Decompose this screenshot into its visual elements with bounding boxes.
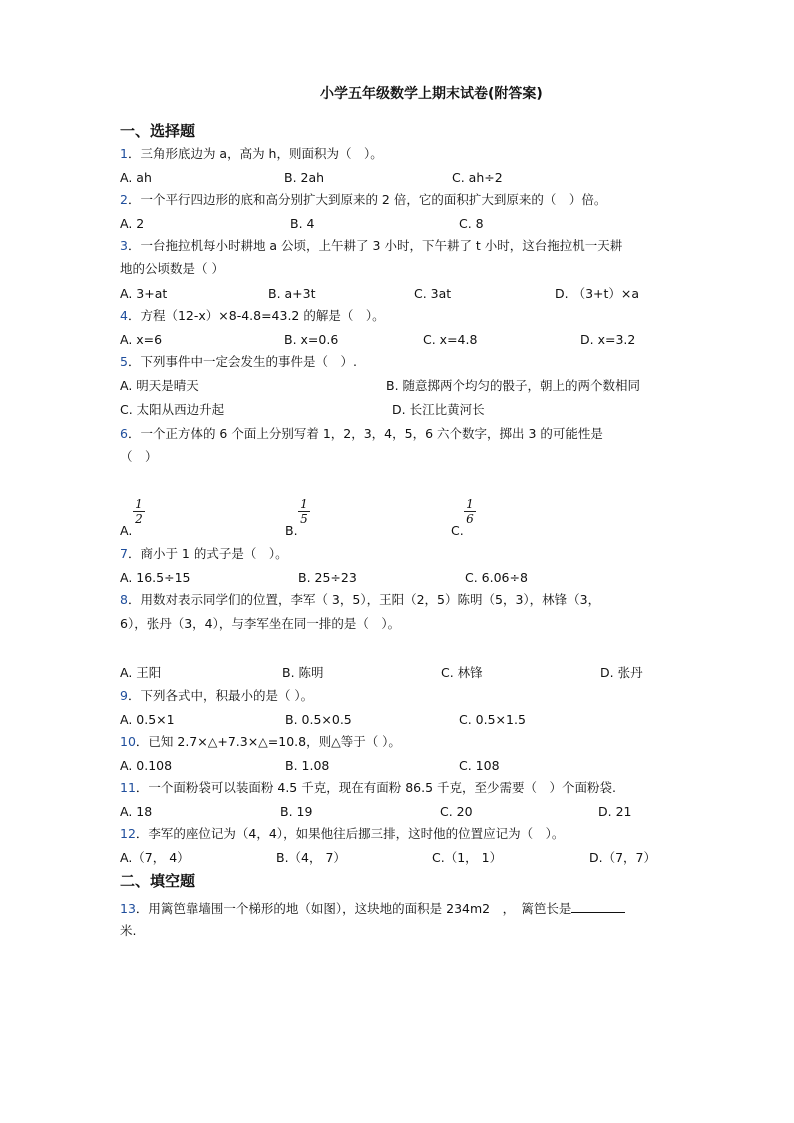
section-heading-choice: 一、选择题 xyxy=(120,122,196,140)
fraction-1-6 xyxy=(463,498,477,525)
option-7a: A. 16.5÷15 xyxy=(120,570,191,585)
option-5b: B. 随意掷两个均匀的骰子，朝上的两个数相同 xyxy=(386,378,641,393)
section-heading-fill: 二、填空题 xyxy=(120,872,196,890)
question-text: ．一个平行四边形的底和高分别扩大到原来的 2 倍，它的面积扩大到原来的（ ）倍。 xyxy=(127,192,607,207)
question-text: ．用篱笆靠墙围一个梯形的地（如图），这块地的面积是 234m2 ， 篱笆长是 xyxy=(135,901,572,916)
question-11 xyxy=(120,780,616,796)
question-13 xyxy=(120,900,625,917)
question-text: ．李军的座位记为（4，4），如果他往后挪三排，这时他的位置应记为（ ）。 xyxy=(135,826,565,841)
question-number: 4 xyxy=(120,308,128,323)
option-5c: C. 太阳从西边升起 xyxy=(120,402,225,417)
option-7b: B. 25÷23 xyxy=(298,570,357,585)
option-5d: D. 长江比黄河长 xyxy=(392,402,485,417)
option-11c: C. 20 xyxy=(440,804,473,819)
question-text: ．用数对表示同学们的位置，李军（ 3，5），王阳（2，5）陈明（5，3），林锋（3， xyxy=(127,592,601,607)
question-number: 10 xyxy=(120,734,136,749)
question-6 xyxy=(120,426,603,442)
option-4d: D. x=3.2 xyxy=(580,332,636,347)
question-number: 1 xyxy=(120,146,128,161)
question-text: ．三角形底边为 a，高为 h，则面积为（ ）。 xyxy=(127,146,383,161)
question-number: 2 xyxy=(120,192,128,207)
fraction-numerator: 1 xyxy=(466,497,474,511)
option-12b: B.（4， 7） xyxy=(276,850,346,865)
option-8c: C. 林锋 xyxy=(441,665,483,680)
option-8d: D. 张丹 xyxy=(600,665,643,680)
fraction-1-5 xyxy=(297,498,311,525)
option-10c: C. 108 xyxy=(459,758,500,773)
option-3b: B. a+3t xyxy=(268,286,316,301)
question-number: 12 xyxy=(120,826,136,841)
option-1c: C. ah÷2 xyxy=(452,170,503,185)
option-12d: D.（7，7） xyxy=(589,850,657,865)
question-text: ．一个正方体的 6 个面上分别写着 1，2，3，4，5，6 六个数字，掷出 3 的可能性是 xyxy=(127,426,603,441)
option-10a: A. 0.108 xyxy=(120,758,173,773)
option-2c: C. 8 xyxy=(459,216,484,231)
question-6-cont: （ ） xyxy=(120,449,158,464)
question-number: 8 xyxy=(120,592,128,607)
option-6b: B. xyxy=(285,523,298,538)
option-4b: B. x=0.6 xyxy=(284,332,339,347)
option-1a: A. ah xyxy=(120,170,152,185)
question-text: ．一台拖拉机每小时耕地 a 公顷，上午耕了 3 小时，下午耕了 t 小时，这台拖拉机一天耕 xyxy=(127,238,623,253)
option-6c: C. xyxy=(451,523,464,538)
question-number: 5 xyxy=(120,354,128,369)
option-11b: B. 19 xyxy=(280,804,313,819)
question-text: ．商小于 1 的式子是（ ）。 xyxy=(127,546,288,561)
question-7 xyxy=(120,546,288,562)
option-9c: C. 0.5×1.5 xyxy=(459,712,526,727)
question-12 xyxy=(120,826,564,842)
question-3 xyxy=(120,238,622,254)
option-12c: C.（1， 1） xyxy=(432,850,503,865)
question-text: ．下列事件中一定会发生的事件是（ ）. xyxy=(127,354,357,369)
fraction-denominator: 5 xyxy=(300,512,308,526)
fraction-denominator: 6 xyxy=(466,512,474,526)
question-text: ．已知 2.7×△+7.3×△=10.8，则△等于（ ）。 xyxy=(135,734,401,749)
option-4a: A. x=6 xyxy=(120,332,163,347)
question-8 xyxy=(120,592,600,608)
question-number: 13 xyxy=(120,901,136,916)
fraction-numerator: 1 xyxy=(300,497,308,511)
option-12a: A.（7， 4） xyxy=(120,850,190,865)
question-number: 3 xyxy=(120,238,128,253)
fraction-1-2 xyxy=(132,498,146,525)
question-number: 7 xyxy=(120,546,128,561)
question-5 xyxy=(120,354,357,370)
question-number: 11 xyxy=(120,780,136,795)
option-8b: B. 陈明 xyxy=(282,665,324,680)
answer-blank[interactable] xyxy=(571,900,625,913)
question-2 xyxy=(120,192,606,208)
option-9b: B. 0.5×0.5 xyxy=(285,712,352,727)
option-4c: C. x=4.8 xyxy=(423,332,478,347)
option-5a: A. 明天是晴天 xyxy=(120,378,199,393)
option-3a: A. 3+at xyxy=(120,286,168,301)
question-1 xyxy=(120,146,383,162)
question-number: 9 xyxy=(120,688,128,703)
option-8a: A. 王阳 xyxy=(120,665,162,680)
question-10 xyxy=(120,734,401,750)
option-9a: A. 0.5×1 xyxy=(120,712,175,727)
option-11a: A. 18 xyxy=(120,804,153,819)
option-11d: D. 21 xyxy=(598,804,632,819)
page-title: 小学五年级数学上期末试卷(附答案) xyxy=(320,86,543,102)
question-4 xyxy=(120,308,385,324)
option-10b: B. 1.08 xyxy=(285,758,330,773)
question-text: ．下列各式中，积最小的是（ ）。 xyxy=(127,688,314,703)
question-number: 6 xyxy=(120,426,128,441)
question-text: ．一个面粉袋可以装面粉 4.5 千克，现在有面粉 86.5 千克，至少需要（ ）个面粉袋. xyxy=(135,780,616,795)
question-text: ．方程（12-x）×8-4.8=43.2 的解是（ ）。 xyxy=(127,308,385,323)
question-9 xyxy=(120,688,313,704)
fraction-denominator: 2 xyxy=(135,512,143,526)
option-2b: B. 4 xyxy=(290,216,315,231)
option-2a: A. 2 xyxy=(120,216,145,231)
question-8-cont: 6），张丹（3，4），与李军坐在同一排的是（ ）。 xyxy=(120,616,401,631)
option-7c: C. 6.06÷8 xyxy=(465,570,528,585)
fraction-numerator: 1 xyxy=(135,497,143,511)
option-3d: D. （3+t）×a xyxy=(555,286,640,301)
question-3-cont: 地的公顷数是（ ） xyxy=(120,261,224,276)
question-13-cont: 米. xyxy=(120,923,137,938)
option-3c: C. 3at xyxy=(414,286,452,301)
option-1b: B. 2ah xyxy=(284,170,325,185)
option-6a: A. xyxy=(120,523,133,538)
